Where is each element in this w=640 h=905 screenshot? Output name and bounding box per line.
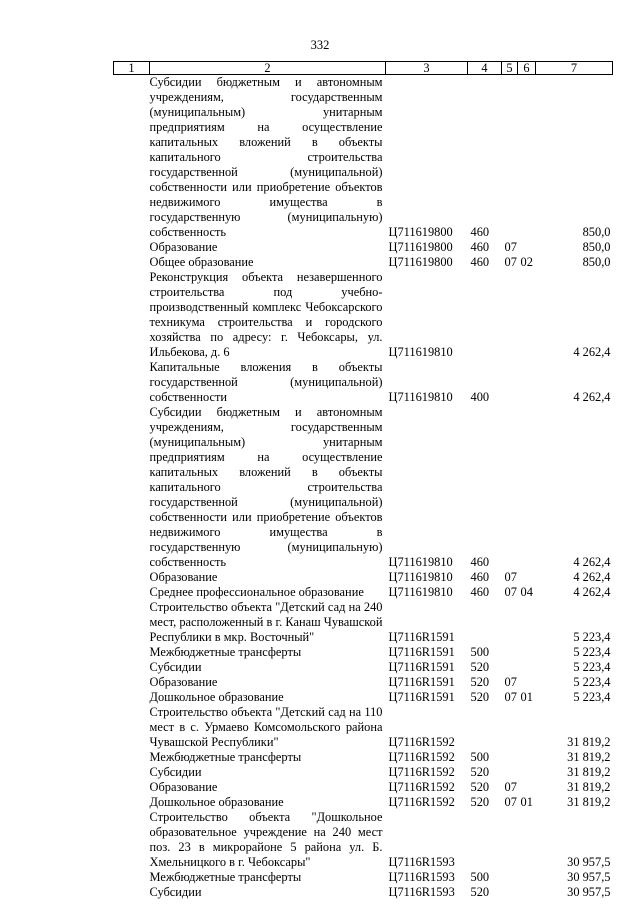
row-code: Ц7116R1591 <box>388 675 455 689</box>
row-col-5: 07 <box>504 690 517 704</box>
row-col-5 <box>502 870 518 885</box>
row-name-text: Образование <box>149 570 218 584</box>
row-col-4: 520 <box>470 690 490 704</box>
row-col-1-cell <box>114 645 150 660</box>
row-col-1-cell <box>114 600 150 645</box>
row-name <box>150 570 386 585</box>
row-col-1-cell <box>114 810 150 870</box>
row-name <box>150 795 386 810</box>
table-body <box>114 75 613 901</box>
row-code: Ц7116R1591 <box>388 660 455 674</box>
row-col-1-cell <box>114 705 150 750</box>
row-name-text: Образование <box>149 780 218 794</box>
row-col-6 <box>518 405 536 570</box>
row-col-5 <box>502 885 518 900</box>
table-row <box>114 570 613 585</box>
row-col-6 <box>518 675 536 690</box>
row-col-4: 460 <box>470 255 490 269</box>
header-col-1: 1 <box>114 62 150 75</box>
table-row <box>114 780 613 795</box>
header-row <box>114 62 613 75</box>
row-code: Ц711619800 <box>388 255 453 269</box>
row-col-5 <box>502 360 518 405</box>
row-col-1-cell <box>114 870 150 885</box>
row-col-1-cell <box>114 660 150 675</box>
row-col-1-cell <box>114 240 150 255</box>
header-col-6: 6 <box>518 62 536 75</box>
row-col-5 <box>502 645 518 660</box>
row-col-5 <box>502 750 518 765</box>
row-name <box>150 405 386 570</box>
row-col-1-cell <box>114 405 150 570</box>
row-col-5 <box>502 810 518 870</box>
row-name <box>150 360 386 405</box>
row-name <box>150 870 386 885</box>
row-name <box>150 255 386 270</box>
row-col-4 <box>468 600 502 645</box>
row-name <box>150 660 386 675</box>
row-col-4: 500 <box>470 645 490 659</box>
row-code: Ц711619810 <box>388 585 453 599</box>
row-col-6: 01 <box>520 690 533 704</box>
row-col-6: 02 <box>520 255 533 269</box>
row-code: Ц7116R1592 <box>388 750 455 764</box>
row-col-1-cell <box>114 585 150 600</box>
row-amount: 30 957,5 <box>567 885 611 899</box>
row-col-5: 07 <box>504 585 517 599</box>
row-col-5 <box>502 405 518 570</box>
table-row <box>114 810 613 870</box>
row-col-4: 520 <box>470 660 490 674</box>
row-col-5: 07 <box>504 780 517 794</box>
row-col-5: 07 <box>504 795 517 809</box>
header-col-7: 7 <box>536 62 613 75</box>
row-col-4: 520 <box>470 675 490 689</box>
row-name <box>150 270 386 360</box>
row-col-5: 07 <box>504 675 517 689</box>
row-name-text: Субсидии <box>149 660 202 674</box>
row-name <box>150 780 386 795</box>
row-amount: 30 957,5 <box>567 870 611 884</box>
table-row <box>114 765 613 780</box>
row-code: Ц711619810 <box>388 345 453 359</box>
table-row <box>114 360 613 405</box>
table-row <box>114 795 613 810</box>
table-row <box>114 585 613 600</box>
row-col-4 <box>468 270 502 360</box>
row-col-4: 500 <box>470 870 490 884</box>
row-col-1-cell <box>114 570 150 585</box>
row-col-1-cell <box>114 75 150 241</box>
row-col-4: 460 <box>470 570 490 584</box>
row-name <box>150 810 386 870</box>
row-code: Ц7116R1593 <box>388 885 455 899</box>
header-col-5: 5 <box>502 62 518 75</box>
row-name <box>150 645 386 660</box>
row-amount: 850,0 <box>582 225 611 239</box>
table-row <box>114 750 613 765</box>
row-amount: 850,0 <box>582 255 611 269</box>
row-col-6 <box>518 750 536 765</box>
row-name <box>150 75 386 241</box>
row-col-5 <box>502 705 518 750</box>
row-name-text: Среднее профессиональное образование <box>149 585 364 599</box>
row-col-1-cell <box>114 675 150 690</box>
table-row <box>114 240 613 255</box>
table-row <box>114 705 613 750</box>
row-amount: 4 262,4 <box>573 345 611 359</box>
table-row <box>114 885 613 900</box>
row-col-6 <box>518 570 536 585</box>
row-col-6 <box>518 780 536 795</box>
row-col-6 <box>518 360 536 405</box>
row-col-1-cell <box>114 795 150 810</box>
row-col-5 <box>502 75 518 241</box>
row-name <box>150 240 386 255</box>
row-code: Ц7116R1592 <box>388 780 455 794</box>
row-col-6: 01 <box>520 795 533 809</box>
row-code: Ц7116R1592 <box>388 795 455 809</box>
row-name-text: Межбюджетные трансферты <box>149 870 302 884</box>
table-row <box>114 645 613 660</box>
row-code: Ц711619800 <box>388 240 453 254</box>
row-amount: 4 262,4 <box>573 390 611 404</box>
row-name-text: Общее образование <box>149 255 254 269</box>
row-col-6 <box>518 765 536 780</box>
table-row <box>114 255 613 270</box>
row-name <box>150 690 386 705</box>
row-amount: 4 262,4 <box>573 555 611 569</box>
row-col-6 <box>518 870 536 885</box>
row-name <box>150 585 386 600</box>
row-amount: 31 819,2 <box>567 765 611 779</box>
row-code: Ц7116R1591 <box>388 630 455 644</box>
row-code: Ц7116R1591 <box>388 690 455 704</box>
budget-table <box>113 61 613 900</box>
row-col-6 <box>518 240 536 255</box>
row-col-6: 04 <box>520 585 533 599</box>
row-amount: 31 819,2 <box>567 735 611 749</box>
row-col-1-cell <box>114 360 150 405</box>
row-col-4: 520 <box>470 765 490 779</box>
row-amount: 4 262,4 <box>573 585 611 599</box>
table-row <box>114 405 613 570</box>
row-col-1-cell <box>114 780 150 795</box>
row-col-6 <box>518 270 536 360</box>
row-code: Ц711619810 <box>388 570 453 584</box>
row-col-6 <box>518 885 536 900</box>
table-row <box>114 270 613 360</box>
row-name-text: Реконструкция объекта незавершенного строительства под учебно-производственный комплекс Чебоксарского техникума строительства и городского хозяйства по адресу: г. Чебоксары, ул. Ильбекова, д. 6 <box>149 270 383 359</box>
row-amount: 4 262,4 <box>573 570 611 584</box>
row-col-1-cell <box>114 270 150 360</box>
row-col-5: 07 <box>504 255 517 269</box>
row-col-1-cell <box>114 255 150 270</box>
row-col-5 <box>502 765 518 780</box>
row-col-5 <box>502 600 518 645</box>
row-name-text: Капитальные вложения в объекты государственной (муниципальной) собственности <box>149 360 383 404</box>
row-name <box>150 600 386 645</box>
row-name-text: Строительство объекта "Детский сад на 240 мест, расположенный в г. Канаш Чувашской Республики в мкр. Восточный" <box>149 600 383 644</box>
row-name <box>150 765 386 780</box>
row-name-text: Строительство объекта "Дошкольное образовательное учреждение на 240 мест поз. 23 в микрорайоне 5 района ул. Б. Хмельницкого в г. Чебоксары" <box>149 810 383 869</box>
row-col-4: 460 <box>470 240 490 254</box>
row-col-4: 520 <box>470 780 490 794</box>
row-col-5 <box>502 270 518 360</box>
row-col-4: 460 <box>470 585 490 599</box>
row-code: Ц7116R1592 <box>388 765 455 779</box>
row-col-4: 460 <box>470 225 490 239</box>
row-amount: 31 819,2 <box>567 780 611 794</box>
header-col-3: 3 <box>386 62 468 75</box>
row-name-text: Образование <box>149 675 218 689</box>
row-col-1-cell <box>114 750 150 765</box>
row-code: Ц7116R1593 <box>388 855 455 869</box>
row-col-4: 500 <box>470 750 490 764</box>
row-code: Ц711619800 <box>388 225 453 239</box>
row-col-5: 07 <box>504 240 517 254</box>
row-col-6 <box>518 75 536 241</box>
header-col-4: 4 <box>468 62 502 75</box>
table-row <box>114 675 613 690</box>
row-name-text: Образование <box>149 240 218 254</box>
row-amount: 850,0 <box>582 240 611 254</box>
row-code: Ц711619810 <box>388 555 453 569</box>
row-amount: 5 223,4 <box>573 630 611 644</box>
row-col-1-cell <box>114 765 150 780</box>
row-col-5 <box>502 660 518 675</box>
row-col-6 <box>518 705 536 750</box>
row-code: Ц7116R1592 <box>388 735 455 749</box>
row-code: Ц7116R1591 <box>388 645 455 659</box>
row-col-4: 520 <box>470 885 490 899</box>
row-amount: 30 957,5 <box>567 855 611 869</box>
row-col-6 <box>518 645 536 660</box>
row-col-6 <box>518 600 536 645</box>
row-name <box>150 675 386 690</box>
row-name-text: Строительство объекта "Детский сад на 110 мест в с. Урмаево Комсомольского района Чувашской Республики" <box>149 705 383 749</box>
row-name-text: Дошкольное образование <box>149 795 284 809</box>
table-row <box>114 870 613 885</box>
header-col-2: 2 <box>150 62 386 75</box>
table-row <box>114 690 613 705</box>
row-name-text: Субсидии бюджетным и автономным учреждениям, государственным (муниципальным) унитарным предприятиям на осуществление капитальных вложений в объекты капитального строительства государственной (муниципальной) собственности или приобретение объектов недвижимого имущества в государственную (муниципальную) собственность <box>149 75 383 239</box>
row-name <box>150 750 386 765</box>
row-amount: 5 223,4 <box>573 675 611 689</box>
page-number: 332 <box>310 38 330 52</box>
row-name <box>150 705 386 750</box>
row-name <box>150 885 386 900</box>
row-col-4 <box>468 810 502 870</box>
row-col-4 <box>468 705 502 750</box>
row-amount: 5 223,4 <box>573 690 611 704</box>
row-col-6 <box>518 660 536 675</box>
row-col-4: 520 <box>470 795 490 809</box>
row-name-text: Субсидии <box>149 885 202 899</box>
table-row <box>114 75 613 241</box>
row-name-text: Субсидии <box>149 765 202 779</box>
row-code: Ц7116R1593 <box>388 870 455 884</box>
row-amount: 5 223,4 <box>573 660 611 674</box>
row-amount: 31 819,2 <box>567 750 611 764</box>
row-amount: 5 223,4 <box>573 645 611 659</box>
row-code: Ц711619810 <box>388 390 453 404</box>
row-name-text: Межбюджетные трансферты <box>149 645 302 659</box>
row-col-1-cell <box>114 690 150 705</box>
row-col-4: 460 <box>470 555 490 569</box>
row-name-text: Дошкольное образование <box>149 690 284 704</box>
row-col-1-cell <box>114 885 150 900</box>
row-col-5: 07 <box>504 570 517 584</box>
table-row <box>114 600 613 645</box>
table-row <box>114 660 613 675</box>
row-col-4: 400 <box>470 390 490 404</box>
row-col-6 <box>518 810 536 870</box>
row-amount: 31 819,2 <box>567 795 611 809</box>
row-name-text: Межбюджетные трансферты <box>149 750 302 764</box>
row-name-text: Субсидии бюджетным и автономным учреждениям, государственным (муниципальным) унитарным предприятиям на осуществление капитальных вложений в объекты капитального строительства государственной (муниципальной) собственности или приобретение объектов недвижимого имущества в государственную (муниципальную) собственность <box>149 405 383 569</box>
